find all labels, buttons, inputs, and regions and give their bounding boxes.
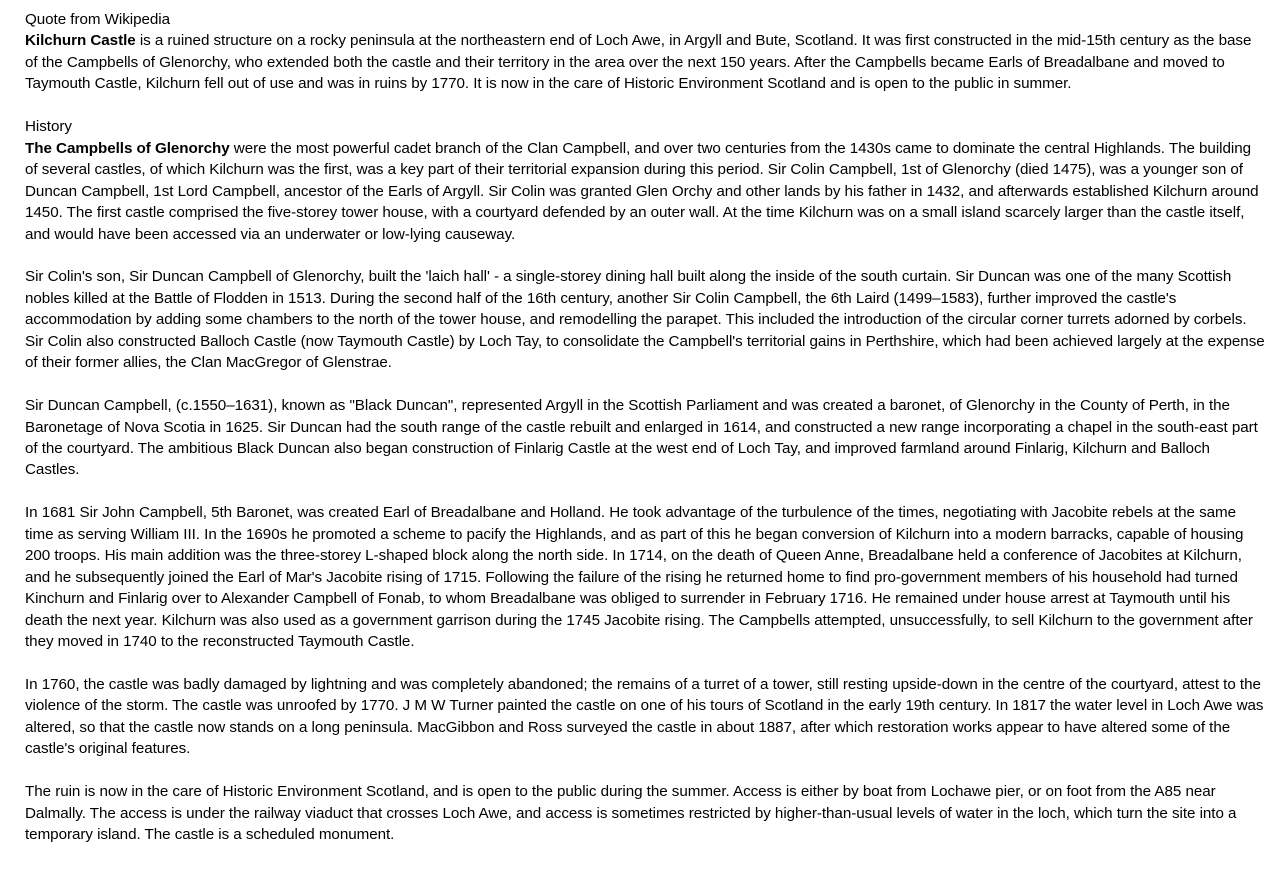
- history-lead-term: The Campbells of Glenorchy: [25, 139, 230, 157]
- source-label: Quote from Wikipedia: [25, 11, 171, 28]
- intro-paragraph: [25, 9, 1265, 95]
- history-first-paragraph: [25, 116, 1265, 245]
- intro-lead-term: Kilchurn Castle: [25, 32, 136, 50]
- history-paragraph-4: In 1681 Sir John Campbell, 5th Baronet, was created Earl of Breadalbane and Holland. He took advantage of the turbulence of the times, negotiating with Jacobite rebels at the same time as serving William III. In the 1690s he promoted a scheme to pacify the Highlands, and as part of this he began conversion of Kilchurn into a modern barracks, capable of housing 200 troops. His main addition was the three-storey L-shaped block along the north side. In 1714, on the death of Queen Anne, Breadalbane held a conference of Jacobites at Kilchurn, and he subsequently joined the Earl of Mar's Jacobite rising of 1715. Following the failure of the rising he returned home to find pro-government members of his household had turned Kinchurn and Finlarig over to Alexander Campbell of Fonab, to whom Breadalbane was obliged to surrender in February 1716. He remained under house arrest at Taymouth until his death the next year. Kilchurn was also used as a government garrison during the 1745 Jacobite rising. The Campbells attempted, unsuccessfully, to sell Kilchurn to the government after they moved in 1740 to the reconstructed Taymouth Castle.: [25, 504, 1253, 651]
- history-first-text: were the most powerful cadet branch of the Clan Campbell, and over two centuries from the 1430s came to dominate the central Highlands. The building of several castles, of which Kilchurn was the first, was a key part of their territorial expansion during this period. Sir Colin Campbell, 1st of Glenorchy (died 1475), was a younger son of Duncan Campbell, 1st Lord Campbell, ancestor of the Earls of Argyll. Sir Colin was granted Glen Orchy and other lands by his father in 1432, and afterwards established Kilchurn around 1450. The first castle comprised the five-storey tower house, with a courtyard defended by an outer wall. At the time Kilchurn was on a small island scarcely larger than the castle itself, and would have been accessed via an underwater or low-lying causeway.: [25, 139, 1259, 243]
- intro-text: is a ruined structure on a rocky peninsula at the northeastern end of Loch Awe, in Argyll and Bute, Scotland. It was first constructed in the mid-15th century as the base of the Campbells of Glenorchy, who extended both the castle and their territory in the area over the next 150 years. After the Campbells became Earls of Breadalbane and moved to Taymouth Castle, Kilchurn fell out of use and was in ruins by 1770. It is now in the care of Historic Environment Scotland and is open to the public in summer.: [25, 32, 1252, 93]
- history-heading: History: [25, 118, 72, 136]
- document-body: [25, 9, 1265, 846]
- paragraph-spacer: [25, 653, 1265, 674]
- paragraph-spacer: [25, 481, 1265, 502]
- paragraph-spacer: [25, 374, 1265, 395]
- history-paragraph-6: The ruin is now in the care of Historic Environment Scotland, and is open to the public during the summer. Access is either by boat from Lochawe pier, or on foot from the A85 near Dalmally. The access is under the railway viaduct that crosses Loch Awe, and access is sometimes restricted by higher-than-usual levels of water in the loch, which turn the site into a temporary island. The castle is a scheduled monument.: [25, 783, 1237, 844]
- history-paragraph-3: Sir Duncan Campbell, (c.1550–1631), known as "Black Duncan", represented Argyll in the Scottish Parliament and was created a baronet, of Glenorchy in the County of Perth, in the Baronetage of Nova Scotia in 1625. Sir Duncan had the south range of the castle rebuilt and enlarged in 1614, and constructed a new range incorporating a chapel in the south-east part of the courtyard. The ambitious Black Duncan also began construction of Finlarig Castle at the west end of Loch Tay, and improved farmland around Finlarig, Kilchurn and Balloch Castles.: [25, 397, 1258, 479]
- paragraph-spacer: [25, 95, 1265, 116]
- paragraph-spacer: [25, 245, 1265, 266]
- history-paragraph-5: In 1760, the castle was badly damaged by lightning and was completely abandoned; the remains of a turret of a tower, still resting upside-down in the centre of the courtyard, attest to the violence of the storm. The castle was unroofed by 1770. J M W Turner painted the castle on one of his tours of Scotland in the early 19th century. In 1817 the water level in Loch Awe was altered, so that the castle now stands on a long peninsula. MacGibbon and Ross surveyed the castle in about 1887, after which restoration works appear to have altered some of the castle's original features.: [25, 675, 1264, 758]
- history-paragraph-2: Sir Colin's son, Sir Duncan Campbell of Glenorchy, built the 'laich hall' - a single-storey dining hall built along the inside of the south curtain. Sir Duncan was one of the many Scottish nobles killed at the Battle of Flodden in 1513. During the second half of the 16th century, another Sir Colin Campbell, the 6th Laird (1499–1583), further improved the castle's accommodation by adding some chambers to the north of the tower house, and remodelling the parapet. This included the introduction of the circular corner turrets adorned by corbels. Sir Colin also constructed Balloch Castle (now Taymouth Castle) by Loch Tay, to consolidate the Campbell's territorial gains in Perthshire, which had been achieved largely at the expense of their former allies, the Clan MacGregor of Glenstrae.: [25, 268, 1265, 372]
- paragraph-spacer: [25, 760, 1265, 781]
